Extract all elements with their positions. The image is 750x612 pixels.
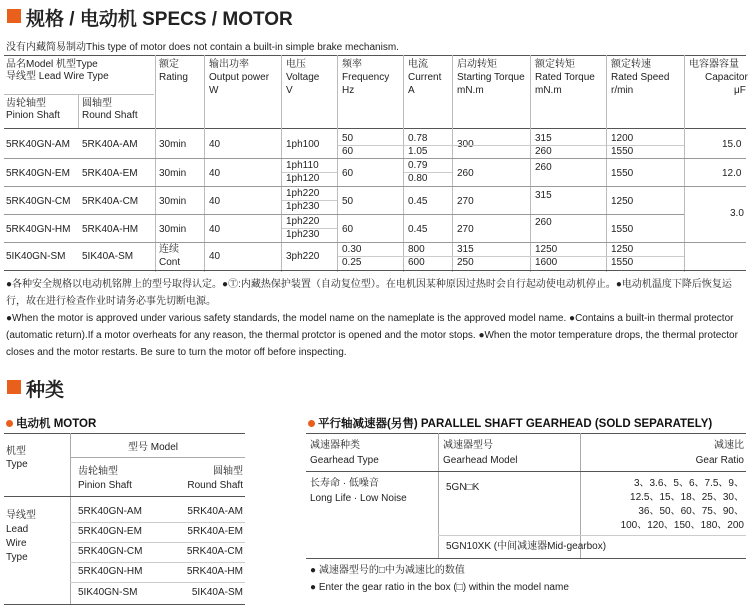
spec-cell-round: 5RK40A-CM (82, 196, 139, 207)
spec-cell-rated-torque: 1250 (535, 244, 558, 255)
gear-top-rule (306, 433, 746, 434)
spec-head-pinion: 齿轮轴型 (6, 98, 46, 109)
spec-cell-rating: 30min (159, 196, 187, 207)
spec-head-vsep (78, 94, 79, 128)
spec-head-output-en: Output power (209, 72, 270, 83)
page-subtitle: 没有内藏简易制动This type of motor does not contain a built-in simple brake mechanism. (6, 42, 399, 53)
spec-cell-rating: 30min (159, 139, 187, 150)
page-title: 规格 / 电动机 SPECS / MOTOR (26, 9, 293, 30)
motor-bottom-rule (4, 604, 245, 605)
col-sep (530, 55, 531, 272)
spec-cell-capacitor: 12.0 (722, 168, 742, 179)
spec-cell-rating: Cont (159, 257, 181, 268)
spec-head-leadwire: 导线型 Lead Wire Type (6, 71, 109, 82)
gear-head-model-en: Gearhead Model (443, 455, 518, 466)
col-sep (606, 55, 607, 272)
motor-row-rule (70, 582, 245, 583)
spec-head-freq-unit: Hz (342, 85, 355, 96)
motor-cell-pinion: 5RK40GN-CM (78, 546, 143, 557)
spec-cell-rated-speed: 1250 (611, 244, 634, 255)
spec-cell-freq: 0.30 (342, 244, 362, 255)
gear-model-value: 5GN□K (446, 482, 480, 493)
row-sub-rule (338, 256, 684, 257)
spec-cell-rated-torque: 260 (535, 146, 552, 157)
bullet-icon (308, 420, 315, 427)
motor-cell-round: 5IK40A-SM (191, 587, 243, 598)
motor-row-rule (70, 522, 245, 523)
spec-cell-rating: 30min (159, 168, 187, 179)
spec-cell-output: 40 (209, 139, 221, 150)
spec-cell-output: 40 (209, 168, 221, 179)
gear-ratio-line: 36、50、60、75、90、 (638, 506, 744, 517)
motor-head-pinion: 齿轮轴型 (78, 466, 118, 477)
col-sep (155, 55, 156, 272)
motor-head-rule (4, 496, 245, 497)
spec-cell-round: 5IK40A-SM (82, 251, 134, 262)
gear-head-model: 减速器型号 (443, 440, 493, 451)
spec-head-rated-speed: 额定转速 (611, 59, 651, 70)
gear-vsep (438, 433, 439, 558)
gear-head-ratio-en: Gear Ratio (695, 455, 744, 466)
spec-head-freq: 频率 (342, 59, 362, 70)
spec-cell-rated-torque: 260 (535, 162, 552, 173)
spec-cell-rated-torque: 315 (535, 190, 552, 201)
spec-head-rated-speed-unit: r/min (611, 85, 634, 96)
spec-cell-voltage: 3ph220 (286, 251, 320, 262)
spec-cell-round: 5RK40A-AM (82, 139, 138, 150)
spec-cell-freq: 0.25 (342, 257, 362, 268)
motor-cell-pinion: 5RK40GN-EM (78, 526, 142, 537)
spec-head-start-torque: 启动转矩 (457, 59, 497, 70)
motor-head-model: 型号 Model (128, 442, 179, 453)
spec-head-output: 输出功率 (209, 59, 249, 70)
spec-head-capacitor-en: Capacitor (705, 72, 748, 83)
motor-cell-pinion: 5RK40GN-HM (78, 566, 143, 577)
spec-head-output-unit: W (209, 85, 219, 96)
spec-cell-freq: 60 (342, 224, 354, 235)
spec-head-capacitor-unit: μF (734, 85, 746, 96)
spec-cell-current: 0.78 (408, 133, 428, 144)
spec-head-start-torque-en: Starting Torque (457, 72, 525, 83)
motor-row-rule (70, 542, 245, 543)
motor-row-rule (70, 562, 245, 563)
spec-cell-pinion: 5RK40GN-CM (6, 196, 71, 207)
spec-head-pinion-en: Pinion Shaft (6, 110, 60, 121)
spec-cell-rated-speed: 1250 (611, 196, 634, 207)
spec-cell-start-torque: 270 (457, 196, 474, 207)
spec-cell-output: 40 (209, 224, 221, 235)
spec-cell-round: 5RK40A-HM (82, 224, 139, 235)
spec-cell-current: 800 (408, 244, 425, 255)
gear-type-value: 长寿命 · 低噪音 (310, 478, 379, 489)
motor-head-round: 圆轴型 (213, 466, 243, 477)
spec-cell-current: 1.05 (408, 146, 428, 157)
spec-cell-rated-speed: 1200 (611, 133, 634, 144)
spec-cell-pinion: 5RK40GN-EM (6, 168, 70, 179)
spec-cell-current: 600 (408, 257, 425, 268)
motor-head-sep (70, 457, 245, 458)
title-marker (7, 9, 21, 23)
motor-cell-pinion: 5RK40GN-AM (78, 506, 142, 517)
row-rule (4, 214, 684, 215)
gear-note-cn: ● 减速器型号的□中为减速比的数值 (310, 565, 465, 576)
spec-top-rule (4, 55, 746, 56)
spec-cell-voltage: 1ph230 (286, 201, 320, 212)
motor-section-title (6, 415, 96, 431)
spec-cell-rating: 连续 (159, 244, 179, 255)
spec-head-rated-torque: 额定转矩 (535, 59, 575, 70)
row-rule (4, 242, 746, 243)
gear-type-value-en: Long Life · Low Noise (310, 493, 407, 504)
notes-cn: ●各种安全规格以电动机铭牌上的型号取得认定。●Ⓣ:内藏热保护装置（自动复位型）。在电机因某种原因过热时会自行起动使电动机停止。●电动机温度下降后恢复运行，故在进行检查作业时请务必事先切断电源。 (6, 279, 732, 307)
spec-head-start-torque-unit: mN.m (457, 85, 484, 96)
types-title: 种类 (26, 380, 65, 401)
spec-head-voltage-unit: V (286, 85, 293, 96)
spec-head-capacitor: 电容器容量 (689, 59, 739, 70)
motor-lead-wire: Wire (6, 538, 27, 549)
motor-head-pinion-en: Pinion Shaft (78, 480, 132, 491)
gear-vsep (580, 433, 581, 558)
spec-cell-rated-speed: 1550 (611, 224, 634, 235)
spec-cell-rating: 30min (159, 224, 187, 235)
col-sep (452, 55, 453, 272)
gear-head-type: 减速器种类 (310, 440, 360, 451)
spec-cell-start-torque: 250 (457, 257, 474, 268)
spec-cell-start-torque: 270 (457, 224, 474, 235)
col-sep (403, 55, 404, 272)
col-sep (204, 55, 205, 272)
gear-bottom-rule (306, 558, 746, 559)
spec-cell-voltage: 1ph100 (286, 139, 320, 150)
gear-ratio-line: 12.5、15、18、25、30、 (630, 492, 744, 503)
spec-cell-rated-speed: 1550 (611, 257, 634, 268)
gear-section-title (308, 415, 712, 431)
spec-head-rule (4, 128, 746, 129)
gear-section-title-text: 平行轴减速器(另售) PARALLEL SHAFT GEARHEAD (SOLD SEPARATELY) (318, 418, 713, 430)
spec-cell-output: 40 (209, 251, 221, 262)
spec-head-voltage: 电压 (286, 59, 306, 70)
row-sub-rule (282, 200, 337, 201)
motor-cell-pinion: 5IK40GN-SM (78, 587, 138, 598)
gear-ratio-line: 100、120、150、180、200 (620, 520, 744, 531)
spec-head-rated-torque-en: Rated Torque (535, 72, 595, 83)
spec-cell-round: 5RK40A-EM (82, 168, 138, 179)
types-marker (7, 380, 21, 394)
col-sep (337, 55, 338, 272)
col-sep (281, 55, 282, 272)
row-sub-rule (282, 228, 337, 229)
spec-cell-current: 0.45 (408, 224, 428, 235)
gear-ratio-line: 3、3.6、5、6、7.5、9、 (633, 478, 744, 489)
spec-cell-current: 0.79 (408, 160, 428, 171)
spec-head-rating-en: Rating (159, 72, 188, 83)
spec-head-rated-torque-unit: mN.m (535, 85, 562, 96)
row-sub-rule (282, 172, 337, 173)
spec-cell-pinion: 5RK40GN-AM (6, 139, 70, 150)
gear-head-ratio: 减速比 (714, 440, 744, 451)
motor-top-rule (4, 433, 245, 434)
spec-bottom-rule (4, 270, 746, 271)
spec-cell-start-torque: 260 (457, 168, 474, 179)
spec-cell-rated-torque: 260 (535, 217, 552, 228)
notes-en: ●When the motor is approved under various safety standards, the model name on the nameplate is the approved model name. ●Contains a built-in thermal protector (automatic return).If a motor overheats for any reason, the thermal protctor is opened and the motor stops. ●When the motor temperature drops, the thermal protector closes and the motor restarts. Be sure to turn the motor off before inspecting. (6, 313, 738, 358)
gear-note-en: ● Enter the gear ratio in the box (□) within the model name (310, 582, 569, 593)
spec-cell-freq: 60 (342, 146, 354, 157)
spec-cell-voltage: 1ph230 (286, 229, 320, 240)
spec-cell-output: 40 (209, 196, 221, 207)
spec-cell-pinion: 5RK40GN-HM (6, 224, 71, 235)
gear-head-type-en: Gearhead Type (310, 455, 379, 466)
spec-cell-start-torque: 315 (457, 244, 474, 255)
spec-cell-freq: 50 (342, 196, 354, 207)
spec-cell-voltage: 1ph220 (286, 216, 320, 227)
spec-cell-freq: 60 (342, 168, 354, 179)
spec-head-current-en: Current (408, 72, 442, 83)
motor-head-type-en: Type (6, 459, 28, 470)
spec-head-sep (4, 94, 154, 95)
motor-head-round-en: Round Shaft (187, 480, 243, 491)
spec-cell-capacitor: 15.0 (722, 139, 742, 150)
row-sub-rule (338, 145, 684, 146)
spec-head-round: 圆轴型 (82, 98, 112, 109)
row-rule (4, 158, 746, 159)
spec-head-voltage-en: Voltage (286, 72, 320, 83)
motor-cell-round: 5RK40A-AM (187, 506, 243, 517)
spec-head-rated-speed-en: Rated Speed (611, 72, 670, 83)
spec-head-rating: 额定 (159, 59, 179, 70)
spec-cell-voltage: 1ph220 (286, 188, 320, 199)
spec-head-model: 品名Model 机型Type (6, 59, 98, 70)
spec-cell-freq: 50 (342, 133, 354, 144)
spec-cell-rated-torque: 315 (535, 133, 552, 144)
row-sub-rule (404, 172, 452, 173)
motor-cell-round: 5RK40A-CM (186, 546, 243, 557)
motor-lead-wire: Lead (6, 524, 29, 535)
spec-head-current: 电流 (408, 59, 428, 70)
motor-cell-round: 5RK40A-EM (187, 526, 243, 537)
spec-head-current-unit: A (408, 85, 415, 96)
motor-cell-round: 5RK40A-HM (186, 566, 243, 577)
spec-cell-rated-speed: 1550 (611, 168, 634, 179)
spec-cell-capacitor: 3.0 (730, 208, 744, 219)
bullet-icon (6, 420, 13, 427)
gear-model-value-mid: 5GN10XK (中间减速器Mid-gearbox) (446, 541, 607, 552)
spec-cell-current: 0.45 (408, 196, 428, 207)
row-rule (4, 186, 746, 187)
gear-row-rule (438, 535, 746, 536)
spec-cell-voltage: 1ph120 (286, 173, 320, 184)
spec-head-round-en: Round Shaft (82, 110, 138, 121)
motor-head-type: 机型 (6, 446, 26, 457)
spec-cell-current: 0.80 (408, 173, 428, 184)
spec-cell-rated-torque: 1600 (535, 257, 558, 268)
spec-cell-voltage: 1ph110 (286, 160, 319, 171)
motor-lead-wire: Type (6, 552, 28, 563)
spec-head-freq-en: Frequency (342, 72, 390, 83)
spec-cell-pinion: 5IK40GN-SM (6, 251, 66, 262)
col-sep (684, 55, 685, 272)
motor-lead-wire: 导线型 (6, 510, 36, 521)
motor-section-title-text: 电动机 MOTOR (16, 418, 97, 430)
motor-vsep (70, 433, 71, 604)
spec-cell-rated-speed: 1550 (611, 146, 634, 157)
gear-head-rule (306, 471, 746, 472)
